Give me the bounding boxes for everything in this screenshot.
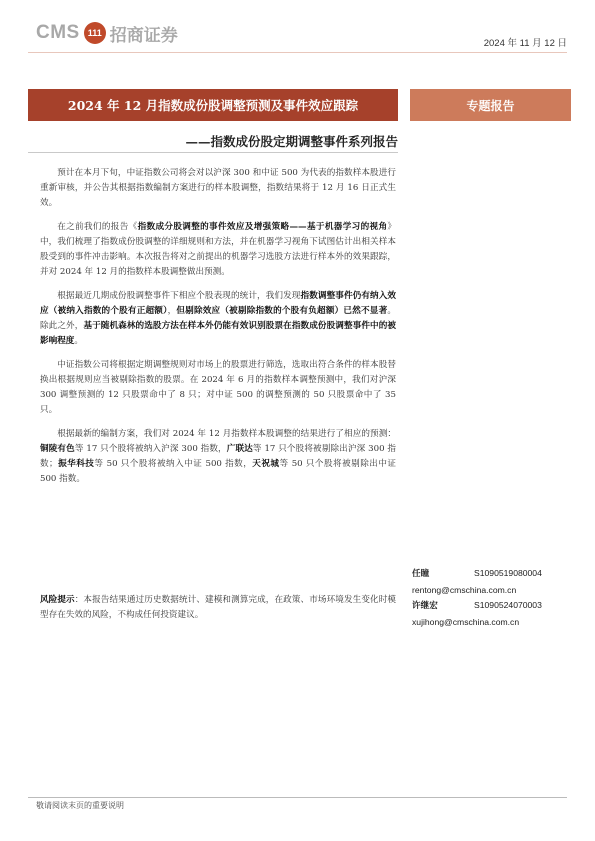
risk-text: ：本报告结果通过历史数据统计、建模和测算完成，在政策、市场环境发生变化时模型存在失效的风险，不构成任何投资建议。 (40, 595, 396, 620)
summary-paragraph (40, 358, 396, 418)
paragraph-text: ， (167, 306, 177, 316)
summary-paragraph (40, 166, 396, 211)
report-subtitle: ——指数成份股定期调整事件系列报告 (185, 134, 398, 149)
paragraph-text: 根据最近几期成份股调整事件下相应个股表现的统计，我们发现 (57, 291, 301, 301)
logo-mark-icon: 111 (84, 22, 106, 44)
paragraph-text: 等 50 只个股将被剔除出中证 500 指数。 (40, 459, 396, 484)
report-title: 2024 年 12 月指数成份股调整预测及事件效应跟踪 (67, 98, 359, 113)
analyst-license: S1090519080004 (474, 568, 542, 578)
analyst-name: 任瞳 (412, 569, 430, 579)
analyst-email: xujihong@cmschina.com.cn (412, 616, 520, 627)
highlight-text: 指数成分股调整的事件效应及增强策略——基于机器学习的视角 (137, 222, 388, 232)
analyst-license: 许继宏 S1090524070003 (412, 600, 542, 611)
footer-divider (28, 797, 567, 798)
footer-note: 敬请阅读末页的重要说明 (36, 801, 124, 810)
highlight-text: 指数调整事件仍有纳入效应（被纳入指数的个股有正超额） (40, 291, 396, 316)
header-divider (28, 52, 567, 53)
risk-warning (40, 593, 396, 623)
summary-paragraph (40, 289, 396, 349)
highlight-text: 但剔除效应（被剔除指数的个股有负超额）已然不显著 (176, 306, 388, 316)
report-date: 2024 年 11 月 12 日 (483, 38, 567, 49)
paragraph-text: 根据最新的编制方案，我们对 2024 年 12 月指数样本股调整的结果进行了相应的预测： (57, 429, 396, 439)
highlight-text: 广联达 (226, 444, 253, 454)
paragraph-text: 。除此之外， (40, 306, 396, 331)
analyst-email: rentong@cmschina.com.cn (412, 584, 517, 595)
logo-text-en: CMS (36, 22, 80, 43)
company-logo (36, 20, 178, 46)
paragraph-text: 等 17 只个股将被剔除出沪深 300 指数； (40, 444, 396, 469)
highlight-text: 基于随机森林的选股方法在样本外仍能有效识别股票在指数成份股调整事件中的被影响程度 (40, 321, 396, 346)
highlight-text: 天祝城 (252, 459, 280, 469)
paragraph-text: 中证指数公司将根据定期调整规则对市场上的股票进行筛选，选取出符合条件的样本股替换出根据规则应当被剔除指数的股票。在 2024 年 6 月的指数样本调整预测中，我们对沪深 300 调整预测的 12 只股票命中了 8 只；对中证 500 的调整预测的 50 只股票命中了 35 只。 (40, 360, 396, 415)
highlight-text: 铜陵有色 (40, 444, 75, 454)
paragraph-text: 》中，我们梳理了指数成份股调整的详细规则和方法，并在机器学习视角下试图估计出相关样本股受到的事件冲击影响。本次报告将对之前提出的机器学习选股方法进行样本外的效果跟踪，并对 2024 年 12 月的指数样本股调整做出预测。 (40, 222, 396, 277)
summary-paragraph (40, 220, 396, 280)
subtitle-divider (28, 152, 398, 153)
report-summary (40, 166, 396, 496)
summary-paragraph (40, 427, 396, 487)
logo-text-cn: 招商证券 (109, 25, 178, 46)
paragraph-text: 预计在本月下旬，中证指数公司将会对以沪深 300 和中证 500 为代表的指数样本股进行重新审核，并公告其根据指数编制方案进行的样本股调整，指数结果将于 12 月 16 日正式生效。 (40, 168, 396, 208)
highlight-text: 振华科技 (57, 459, 95, 469)
report-type-label: 专题报告 (466, 98, 515, 113)
paragraph-text: 。 (74, 336, 83, 346)
risk-label: 风险提示 (40, 595, 75, 605)
paragraph-text: 等 50 只个股将被纳入中证 500 指数， (94, 459, 253, 469)
paragraph-text: 等 17 只个股将被纳入沪深 300 指数， (74, 444, 227, 454)
paragraph-text: 在之前我们的报告《 (57, 222, 138, 232)
